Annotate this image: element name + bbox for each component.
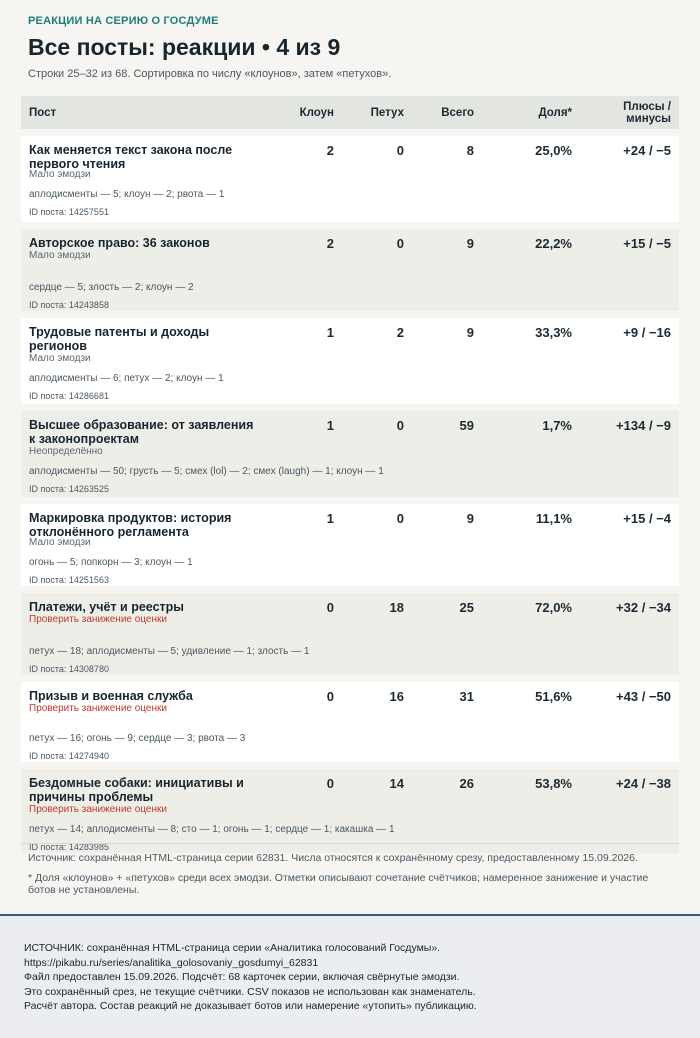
emoji-breakdown: петух — 14; аплодисменты — 8; сто — 1; огонь — 1; сердце — 1; какашка — 1 (29, 824, 395, 835)
post-cell-content (29, 769, 395, 853)
post-cell (21, 136, 269, 222)
section-kicker: РЕАКЦИИ НА СЕРИЮ О ГОСДУМЕ (28, 15, 219, 27)
share-value: 11,1% (482, 504, 580, 586)
notes-divider (21, 843, 679, 844)
emoji-breakdown: петух — 16; огонь — 9; сердце — 3; рвота — 3 (29, 733, 246, 744)
table-row[interactable] (21, 504, 679, 586)
total-count: 9 (412, 504, 482, 586)
clown-count: 0 (269, 769, 342, 853)
clown-count: 1 (269, 504, 342, 586)
row-spacer-cell (21, 497, 679, 504)
post-cell-content (29, 682, 261, 762)
votes-value: +24 / −38 (580, 769, 679, 853)
post-id: ID поста: 14257551 (29, 207, 109, 217)
table-row[interactable] (21, 136, 679, 222)
column-header-votes[interactable]: Плюсы / минусы (580, 96, 679, 129)
emoji-breakdown: аплодисменты — 5; клоун — 2; рвота — 1 (29, 189, 225, 200)
emoji-breakdown: аплодисменты — 6; петух — 2; клоун — 1 (29, 373, 224, 384)
footer-source-line: ИСТОЧНИК: сохранённая HTML-страница серии «Аналитика голосований Госдумы». (24, 942, 441, 954)
post-id: ID поста: 14251563 (29, 575, 109, 585)
row-spacer (21, 311, 679, 318)
column-header-clown[interactable]: Клоун (269, 96, 342, 129)
rooster-count: 0 (342, 229, 412, 311)
share-value: 25,0% (482, 136, 580, 222)
post-cell-content (29, 411, 384, 497)
row-spacer (21, 586, 679, 593)
column-header-total[interactable]: Всего (412, 96, 482, 129)
emoji-breakdown: сердце — 5; злость — 2; клоун — 2 (29, 282, 194, 293)
votes-value: +43 / −50 (580, 682, 679, 762)
total-count: 8 (412, 136, 482, 222)
table-row[interactable] (21, 411, 679, 497)
share-value: 53,8% (482, 769, 580, 853)
rooster-count: 0 (342, 136, 412, 222)
status-badge: Мало эмодзи (29, 169, 91, 180)
emoji-breakdown: огонь — 5; попкорн — 3; клоун — 1 (29, 557, 193, 568)
share-value: 22,2% (482, 229, 580, 311)
rooster-count: 18 (342, 593, 412, 675)
post-cell-content (29, 136, 261, 222)
rooster-count: 16 (342, 682, 412, 762)
table-row[interactable] (21, 682, 679, 762)
post-title-link[interactable]: Высшее образование: от заявления к законопроектам (29, 418, 254, 446)
clown-count: 0 (269, 682, 342, 762)
status-badge: Мало эмодзи (29, 353, 91, 364)
votes-value: +15 / −4 (580, 504, 679, 586)
post-title-link[interactable]: Платежи, учёт и реестры (29, 600, 184, 614)
total-count: 26 (412, 769, 482, 853)
review-flag: Проверить занижение оценки (29, 703, 167, 714)
clown-count: 2 (269, 229, 342, 311)
table-row[interactable] (21, 318, 679, 404)
post-cell-content (29, 318, 261, 404)
row-spacer-cell (21, 762, 679, 769)
clown-count: 2 (269, 136, 342, 222)
clown-count: 1 (269, 411, 342, 497)
votes-value: +24 / −5 (580, 136, 679, 222)
share-value: 72,0% (482, 593, 580, 675)
review-flag: Проверить занижение оценки (29, 804, 167, 815)
post-cell (21, 593, 310, 675)
footer-date-line: Файл предоставлен 15.09.2026. Подсчёт: 68 карточек серии, включая свёрнутые эмодзи. (24, 971, 460, 983)
votes-value: +32 / −34 (580, 593, 679, 675)
share-footnote: * Доля «клоунов» + «петухов» среди всех эмодзи. Отметки описывают сочетание счётчиков; намеренное занижение и участие ботов не установлены. (28, 872, 649, 896)
row-spacer (21, 404, 679, 411)
footer-snapshot-line: Это сохранённый срез, не текущие счётчики. CSV показов не использован как знаменатель. (24, 985, 476, 998)
share-value: 1,7% (482, 411, 580, 497)
post-cell (21, 682, 269, 762)
clown-count: 0 (269, 593, 342, 675)
post-cell-content (29, 504, 261, 586)
table-header-row (21, 96, 679, 129)
rooster-count: 0 (342, 411, 412, 497)
post-title-link[interactable]: Авторское право: 36 законов (29, 236, 210, 250)
post-title-link[interactable]: Как меняется текст закона после первого чтения (29, 143, 233, 171)
status-badge: Мало эмодзи (29, 537, 91, 548)
status-badge: Неопределённо (29, 446, 103, 457)
row-spacer (21, 222, 679, 229)
total-count: 9 (412, 229, 482, 311)
post-id: ID поста: 14263525 (29, 484, 109, 494)
column-header-share[interactable]: Доля* (482, 96, 580, 129)
row-spacer (21, 497, 679, 504)
table-row[interactable] (21, 229, 679, 311)
row-spacer (21, 675, 679, 682)
review-flag: Проверить занижение оценки (29, 614, 167, 625)
post-title-link[interactable]: Маркировка продуктов: история отклонённого регламента (29, 511, 232, 539)
source-footer (0, 914, 700, 1038)
post-id: ID поста: 14274940 (29, 751, 109, 761)
post-cell (21, 411, 384, 497)
row-spacer-cell (21, 222, 679, 229)
footer-source-url[interactable]: https://pikabu.ru/series/analitika_golosovaniy_gosdumyi_62831 (24, 956, 319, 969)
post-id: ID поста: 14243858 (29, 300, 109, 310)
rooster-count: 2 (342, 318, 412, 404)
column-header-rooster[interactable]: Петух (342, 96, 412, 129)
page-subtitle: Строки 25–32 из 68. Сортировка по числу «клоунов», затем «петухов». (28, 68, 392, 80)
row-spacer (21, 129, 679, 136)
votes-value: +15 / −5 (580, 229, 679, 311)
total-count: 31 (412, 682, 482, 762)
post-id: ID поста: 14283985 (29, 842, 109, 852)
votes-value: +9 / −16 (580, 318, 679, 404)
post-title-link[interactable]: Призыв и военная служба (29, 689, 193, 703)
post-cell (21, 769, 395, 853)
share-value: 51,6% (482, 682, 580, 762)
footer-disclaimer-line: Расчёт автора. Состав реакций не доказывает ботов или намерение «утопить» публикацию. (24, 1000, 477, 1012)
row-spacer-cell (21, 404, 679, 411)
column-header-post[interactable]: Пост (21, 96, 269, 129)
total-count: 9 (412, 318, 482, 404)
votes-value: +134 / −9 (580, 411, 679, 497)
clown-count: 1 (269, 318, 342, 404)
row-spacer (21, 762, 679, 769)
post-cell (21, 318, 269, 404)
total-count: 59 (412, 411, 482, 497)
source-note: Источник: сохранённая HTML-страница серии 62831. Числа относятся к сохранённому срезу, предоставленному 15.09.2026. (28, 852, 638, 864)
row-spacer-cell (21, 586, 679, 593)
emoji-breakdown: петух — 18; аплодисменты — 5; удивление — 1; злость — 1 (29, 646, 310, 657)
post-id: ID поста: 14286681 (29, 391, 109, 401)
row-spacer-cell (21, 311, 679, 318)
post-cell-content (29, 593, 310, 675)
post-title-link[interactable]: Трудовые патенты и доходы регионов (29, 325, 210, 353)
table-row[interactable] (21, 769, 679, 853)
post-cell (21, 504, 269, 586)
emoji-breakdown: аплодисменты — 50; грусть — 5; смех (lol) — 2; смех (laugh) — 1; клоун — 1 (29, 466, 384, 477)
table-row[interactable] (21, 593, 679, 675)
status-badge: Мало эмодзи (29, 250, 91, 261)
post-cell-content (29, 229, 261, 311)
rooster-count: 14 (342, 769, 412, 853)
row-spacer-cell (21, 129, 679, 136)
post-id: ID поста: 14308780 (29, 664, 109, 674)
posts-table (21, 96, 679, 853)
page-title: Все посты: реакции • 4 из 9 (28, 34, 341, 60)
total-count: 25 (412, 593, 482, 675)
row-spacer-cell (21, 675, 679, 682)
post-title-link[interactable]: Бездомные собаки: инициативы и причины проблемы (29, 776, 244, 804)
rooster-count: 0 (342, 504, 412, 586)
post-cell (21, 229, 269, 311)
share-value: 33,3% (482, 318, 580, 404)
